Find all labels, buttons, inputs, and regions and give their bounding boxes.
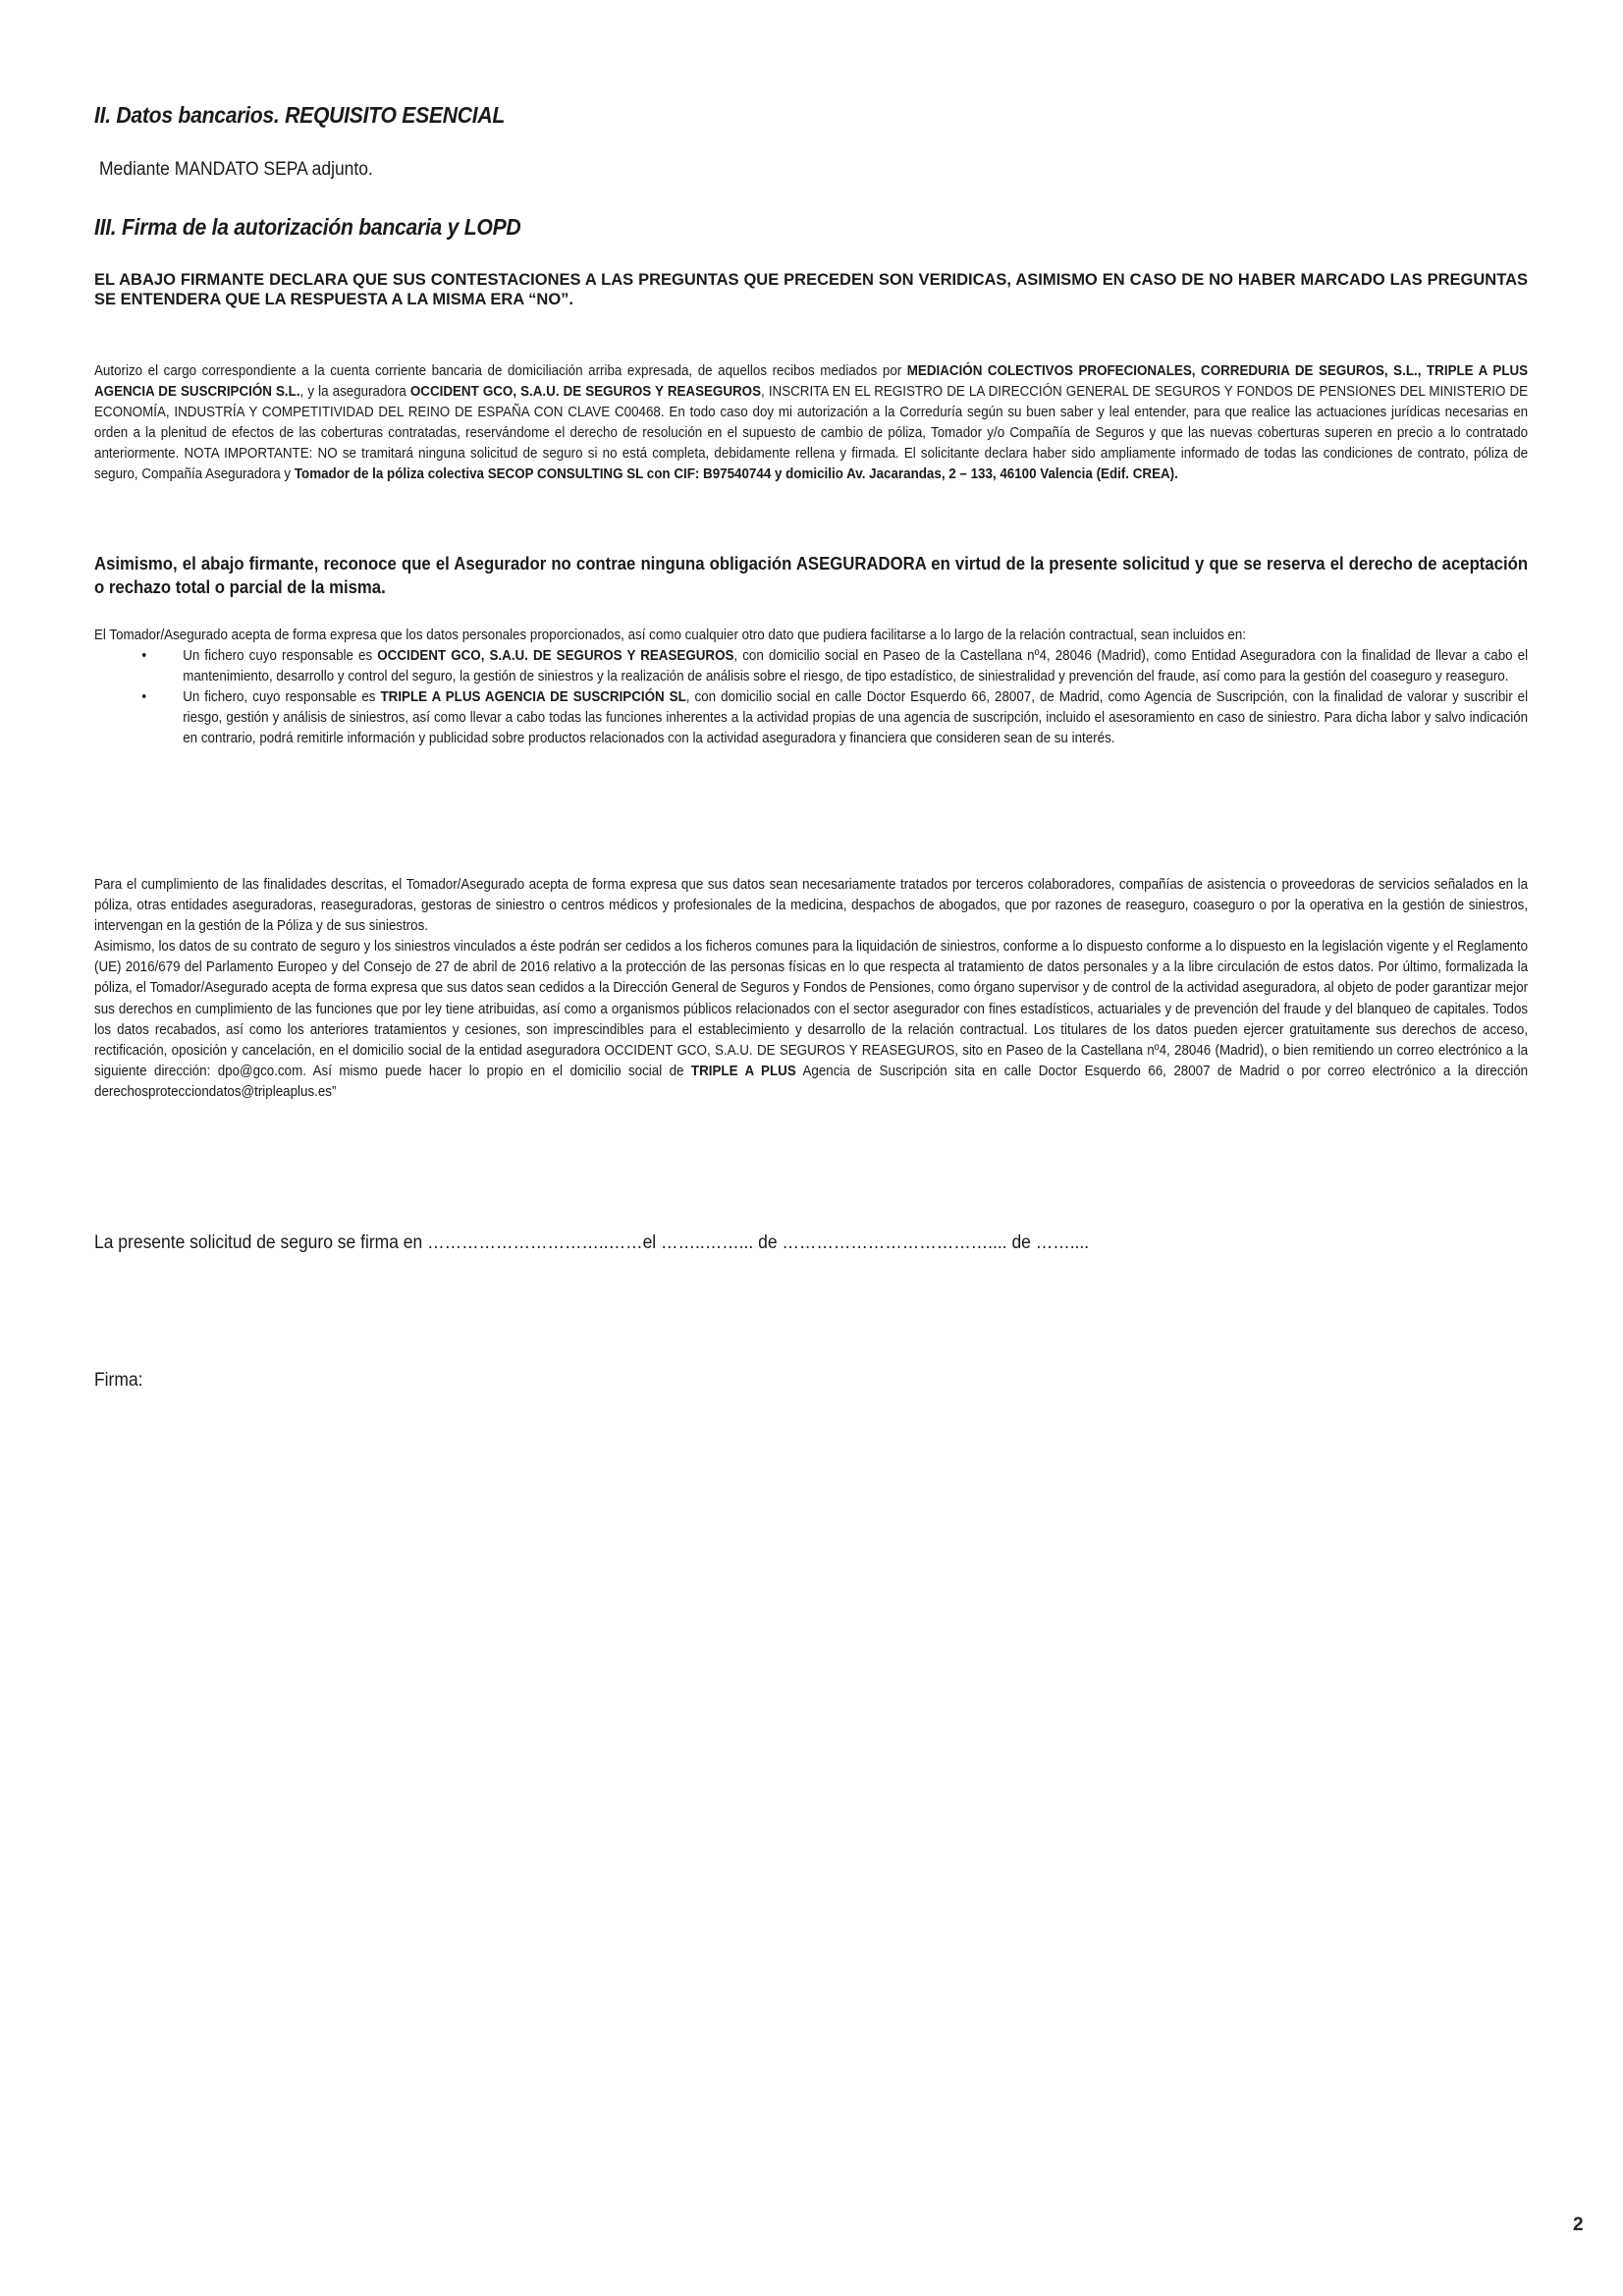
page-number: 2 bbox=[1573, 2214, 1584, 2235]
signature-label: Firma: bbox=[94, 1370, 143, 1391]
data-files-list bbox=[94, 646, 1528, 749]
section-ii-title: II. Datos bancarios. REQUISITO ESENCIAL bbox=[94, 102, 506, 128]
list-item bbox=[94, 687, 1528, 749]
bullet-icon: • bbox=[141, 648, 147, 665]
purposes-paragraph bbox=[94, 875, 1528, 1103]
data-protection-section bbox=[94, 626, 1528, 750]
bullet-icon: • bbox=[141, 689, 147, 706]
list-item bbox=[94, 646, 1528, 687]
declaration-text: EL ABAJO FIRMANTE DECLARA QUE SUS CONTESTACIONES A LAS PREGUNTAS QUE PRECEDEN SON VERIDICAS, ASIMISMO EN CASO DE NO HABER MARCADO LAS PREGUNTAS SE ENTENDERA QUE LA RESPUESTA A LA MISMA ERA “NO”. bbox=[94, 271, 1528, 308]
list-item-text: Un fichero, cuyo responsable es TRIPLE A PLUS AGENCIA DE SUSCRIPCIÓN SL, con domicilio social en calle Doctor Esquerdo 66, 28007, de Madrid, como Agencia de Suscripción, con la finalidad de valorar y suscribir el riesgo, gestión y análisis de siniestros, así como llevar a cabo todas las funciones inherentes a la actividad propias de una agencia de suscripción, incluido el asesoramiento en caso de siniestro. Para dicha labor y salvo indicación en contrario, podrá remitirle información y publicidad sobre productos relacionados con la actividad aseguradora y financiera que consideren sean de su interés. bbox=[183, 689, 1529, 747]
section-ii-body: Mediante MANDATO SEPA adjunto. bbox=[99, 159, 373, 180]
cession-text: Asimismo, los datos de su contrato de seguro y los siniestros vinculados a éste podrán ser cedidos a los ficheros comunes para la liquidación de siniestros, conforme a lo dispuesto conforme a lo dispuesto en la legislación vigente y el Reglamento (UE) 2016/679 del Parlamento Europeo y del Consejo de 27 de abril de 2016 relativo a la protección de las personas físicas en lo que respecta al tratamiento de datos personales y a la libre circulación de estos datos. Por último, formalizada la póliza, el Tomador/Asegurado acepta de forma expresa que sus datos sean cedidos a la Dirección General de Seguros y Fondos de Pensiones, como órgano supervisor y de control de la actividad aseguradora, al objeto de poder garantizar mejor sus derechos en cumplimiento de las funciones que por ley tiene atribuidas, así como a organismos públicos relacionados con el sector asegurador con fines estadísticos, actuariales y de prevención del fraude y del blanqueo de capitales. Todos los datos recabados, así como los anteriores tratamientos y cesiones, son imprescindibles para el establecimiento y desarrollo de la relación contractual. Los titulares de los datos pueden ejercer gratuitamente sus derechos de acceso, rectificación, oposición y cancelación, en el domicilio social de la entidad aseguradora OCCIDENT GCO, S.A.U. DE SEGUROS Y REASEGUROS, sito en Paseo de la Castellana nº4, 28046 (Madrid), o bien remitiendo un correo electrónico a la siguiente dirección: dpo@gco.com. Así mismo puede hacer lo propio en el domicilio social de TRIPLE A PLUS Agencia de Suscripción sita en calle Doctor Esquerdo 66, 28007 de Madrid o por correo electrónico a la dirección derechosprotecciondatos@tripleaplus.es” bbox=[94, 939, 1529, 1100]
section-iii-title: III. Firma de la autorización bancaria y LOPD bbox=[94, 214, 521, 240]
signature-place-date: La presente solicitud de seguro se firma en …………………………..……el ……..……... de ……………………………….... de …….... bbox=[94, 1232, 1090, 1253]
insurer-notice: Asimismo, el abajo firmante, reconoce que el Asegurador no contrae ninguna obligación ASEGURADORA en virtud de la presente solicitud y que se reserva el derecho de aceptación o rechazo total o parcial de la misma. bbox=[94, 554, 1529, 597]
data-intro: El Tomador/Asegurado acepta de forma expresa que los datos personales proporcionados, así como cualquier otro dato que pudiera facilitarse a lo largo de la relación contractual, sean incluidos en: bbox=[94, 628, 1246, 643]
list-item-text: Un fichero cuyo responsable es OCCIDENT GCO, S.A.U. DE SEGUROS Y REASEGUROS, con domicilio social en Paseo de la Castellana nº4, 28046 (Madrid), como Entidad Aseguradora con la finalidad de llevar a cabo el mantenimiento, desarrollo y control del seguro, la gestión de siniestros y la realización de análisis sobre el riesgo, de tipo estadístico, de siniestralidad y prevención del fraude, así como para la gestión del coaseguro y reaseguro. bbox=[183, 648, 1529, 685]
authorization-paragraph: Autorizo el cargo correspondiente a la cuenta corriente bancaria de domiciliación arriba expresada, de aquellos recibos mediados por MEDIACIÓN COLECTIVOS PROFECIONALES, CORREDURIA DE SEGUROS, S.L., TRIPLE A PLUS AGENCIA DE SUSCRIPCIÓN S.L., y la aseguradora OCCIDENT GCO, S.A.U. DE SEGUROS Y REASEGUROS, INSCRITA EN EL REGISTRO DE LA DIRECCIÓN GENERAL DE SEGUROS Y FONDOS DE PENSIONES DEL MINISTERIO DE ECONOMÍA, INDUSTRÍA Y COMPETITIVIDAD DEL REINO DE ESPAÑA CON CLAVE C00468. En todo caso doy mi autorización a la Correduría según su buen saber y leal entender, para que realice las actuaciones jurídicas necesarias en orden a la plenitud de efectos de las coberturas contratadas, reservándome el derecho de resolución en el supuesto de cambio de póliza, Tomador y/o Compañía de Seguros y que las nuevas coberturas superen en precio a lo contratado anteriormente. NOTA IMPORTANTE: NO se tramitará ninguna solicitud de seguro si no está completa, debidamente rellena y firmada. El solicitante declara haber sido ampliamente informado de todas las condiciones de contrato, póliza de seguro, Compañía Aseguradora y Tomador de la póliza colectiva SECOP CONSULTING SL con CIF: B97540744 y domicilio Av. Jacarandas, 2 – 133, 46100 Valencia (Edif. CREA). bbox=[94, 363, 1529, 483]
purposes-text: Para el cumplimiento de las finalidades descritas, el Tomador/Asegurado acepta de forma expresa que sus datos sean necesariamente tratados por terceros colaboradores, compañías de asistencia o proveedoras de servicios señalados en la póliza, otras entidades aseguradoras, reaseguradoras, gestoras de siniestro o centros médicos y profesionales de la medicina, despachos de abogados, que por razones de reaseguro, coaseguro o por la operativa en la gestión de siniestros, intervengan en la gestión de la Póliza y de sus siniestros. bbox=[94, 877, 1529, 935]
